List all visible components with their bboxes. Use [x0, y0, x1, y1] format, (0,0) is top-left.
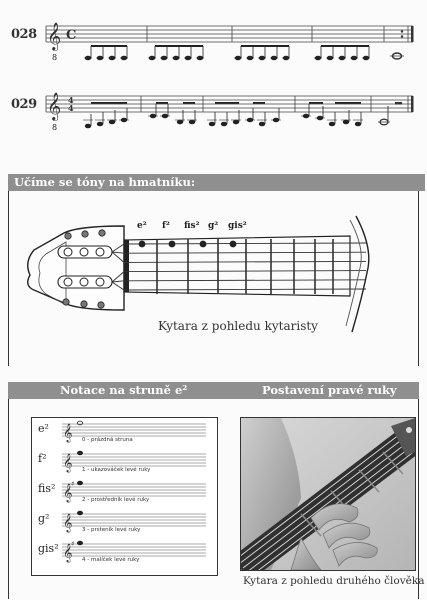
note-label-g2: g²: [208, 221, 219, 231]
notation-row-name: f²: [38, 452, 47, 465]
hand-heading: Postavení pravé ruky: [228, 382, 419, 399]
notation-row-name: e²: [38, 422, 49, 435]
svg-text:𝄞: 𝄞: [63, 483, 73, 502]
svg-text:𝄞: 𝄞: [47, 22, 62, 50]
notation-row-desc: 2 - prostředník levé ruky: [82, 497, 150, 503]
svg-text:♯: ♯: [71, 480, 75, 488]
svg-text:𝄞: 𝄞: [63, 513, 73, 532]
time-signature: C: [66, 28, 77, 43]
notation-row-desc: 1 - ukazováček levé ruky: [82, 467, 151, 473]
notation-heading: Notace na struně e²: [8, 382, 228, 399]
exercise-number: 029: [11, 97, 37, 112]
octave-mark: 8: [52, 123, 58, 132]
note-label-e2: e²: [137, 221, 147, 231]
svg-text:𝄞: 𝄞: [63, 543, 73, 562]
right-hand-photo: [240, 417, 416, 571]
svg-text:𝄞: 𝄞: [47, 92, 62, 120]
svg-text:4: 4: [68, 103, 74, 113]
notation-row-name: g²: [38, 512, 50, 525]
notation-row-name: gis²: [38, 542, 59, 555]
note-label-gis2: gis²: [228, 221, 247, 231]
fretboard-caption: Kytara z pohledu kytaristy: [158, 319, 318, 333]
note-label-f2: f²: [162, 221, 170, 231]
svg-text:4: 4: [68, 95, 74, 105]
notation-row-desc: 0 - prázdná struna: [82, 437, 133, 443]
exercise-number: 028: [11, 27, 37, 42]
octave-mark: 8: [52, 53, 58, 62]
svg-text:𝄞: 𝄞: [63, 423, 73, 442]
hand-caption: Kytara z pohledu druhého člověka: [243, 575, 425, 587]
note-label-fis2: fis²: [184, 221, 200, 231]
svg-text:♯: ♯: [71, 540, 75, 548]
notation-row-desc: 3 - prsteník levé ruky: [82, 527, 141, 533]
notation-row-desc: 4 - malíček levé ruky: [82, 557, 140, 563]
section-heading: Učíme se tóny na hmatníku:: [8, 174, 425, 191]
notation-row-name: fis²: [38, 482, 56, 495]
svg-text:𝄞: 𝄞: [63, 453, 73, 472]
